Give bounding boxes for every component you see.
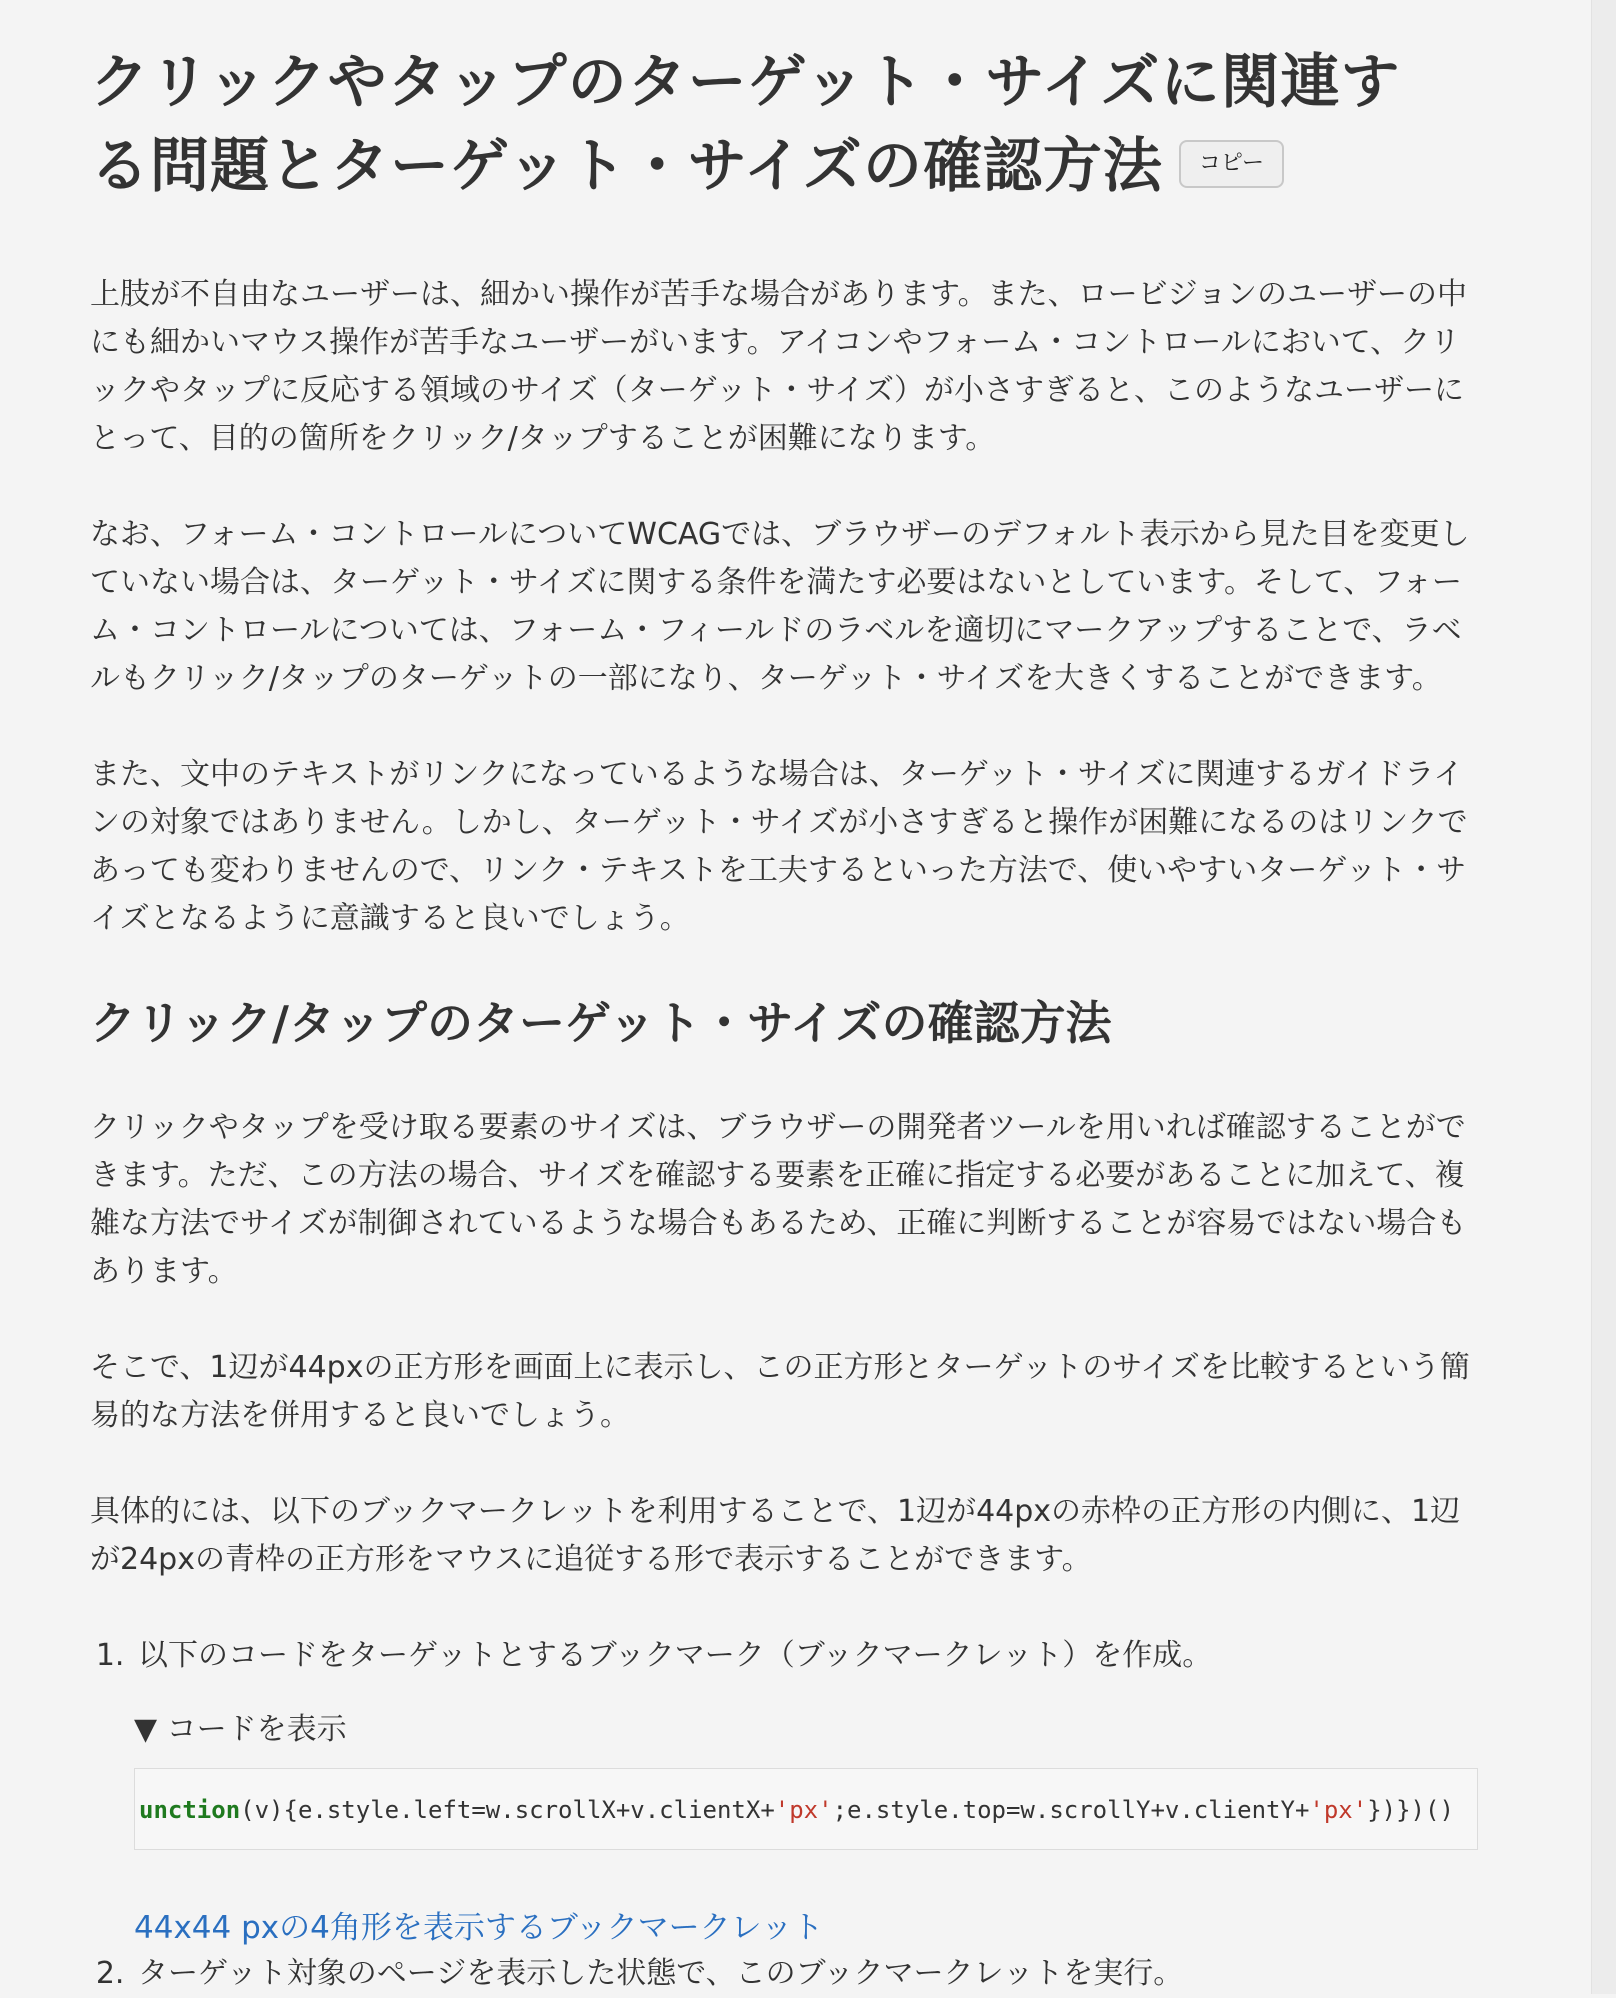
section-heading: クリック/タップのターゲット・サイズの確認方法 <box>90 996 1112 1050</box>
code-string-1: 'px' <box>774 1796 833 1824</box>
code-segment-3: })})() <box>1367 1796 1454 1824</box>
intro-paragraph-2: なお、フォーム・コントロールについてWCAGでは、ブラウザーのデフォルト表示から見た目を変更していない場合は、ターゲット・サイズに関する条件を満たす必要はないとしています。そして、フォーム・コントロールについては、フォーム・フィールドのラベルを適切にマークアップすることで、ラベルもクリック/タップのターゲットの一部になり、ターゲット・サイズを大きくすることができます。 <box>90 517 1470 696</box>
step-1-text: 以下のコードをターゲットとするブックマーク（ブックマークレット）を作成。 <box>138 1638 1213 1673</box>
code-segment-2: ;e.style.top=w.scrollY+v.clientY+ <box>832 1796 1310 1824</box>
bookmarklet-link[interactable]: 44x44 pxの4角形を表示するブックマークレット <box>134 1910 824 1946</box>
code-string-2: 'px' <box>1309 1796 1368 1824</box>
vertical-scrollbar[interactable] <box>1591 0 1616 1994</box>
article-content <box>90 40 1480 1998</box>
list-item <box>134 1950 1480 1998</box>
section-paragraph-2: そこで、1辺が44pxの正方形を画面上に表示し、この正方形とターゲットのサイズを比較するという簡易的な方法を併用すると良いでしょう。 <box>90 1350 1470 1433</box>
intro-paragraph-1: 上肢が不自由なユーザーは、細かい操作が苦手な場合があります。また、ロービジョンのユーザーの中にも細かいマウス操作が苦手なユーザーがいます。アイコンやフォーム・コントロールにおいて、クリックやタップに反応する領域のサイズ（ターゲット・サイズ）が小さすぎると、このようなユーザーにとって、目的の箇所をクリック/タップすることが困難になります。 <box>90 277 1467 456</box>
code-keyword: unction <box>139 1796 241 1824</box>
steps-list <box>90 1632 1480 1998</box>
section-paragraph-3: 具体的には、以下のブックマークレットを利用することで、1辺が44pxの赤枠の正方形の内側に、1辺が24pxの青枠の正方形をマウスに追従する形で表示することができます。 <box>90 1494 1461 1577</box>
page-title <box>90 40 1460 208</box>
show-code-toggle[interactable]: ▼ コードを表示 <box>134 1712 347 1747</box>
copy-heading-button[interactable]: コピー <box>1179 140 1284 188</box>
section-paragraph-1: クリックやタップを受け取る要素のサイズは、ブラウザーの開発者ツールを用いれば確認することができます。ただ、この方法の場合、サイズを確認する要素を正確に指定する必要があることに加えて、複雑な方法でサイズが制御されているような場合もあるため、正確に判断することが容易ではない場合もあります。 <box>90 1110 1467 1289</box>
code-segment-1: (v){e.style.left=w.scrollX+v.clientX+ <box>240 1796 775 1824</box>
list-item <box>134 1632 1480 1950</box>
step-2-text: ターゲット対象のページを表示した状態で、このブックマークレットを実行。 <box>138 1956 1184 1991</box>
intro-paragraph-3: また、文中のテキストがリンクになっているような場合は、ターゲット・サイズに関連するガイドラインの対象ではありません。しかし、ターゲット・サイズが小さすぎると操作が困難になるのはリンクであっても変わりませんので、リンク・テキストを工夫するといった方法で、使いやすいターゲット・サイズとなるように意識すると良いでしょう。 <box>90 757 1468 936</box>
page-title-text: クリックやタップのターゲット・サイズに関連する問題とターゲット・サイズの確認方法 <box>90 47 1401 200</box>
bookmarklet-code-block[interactable] <box>134 1768 1478 1850</box>
